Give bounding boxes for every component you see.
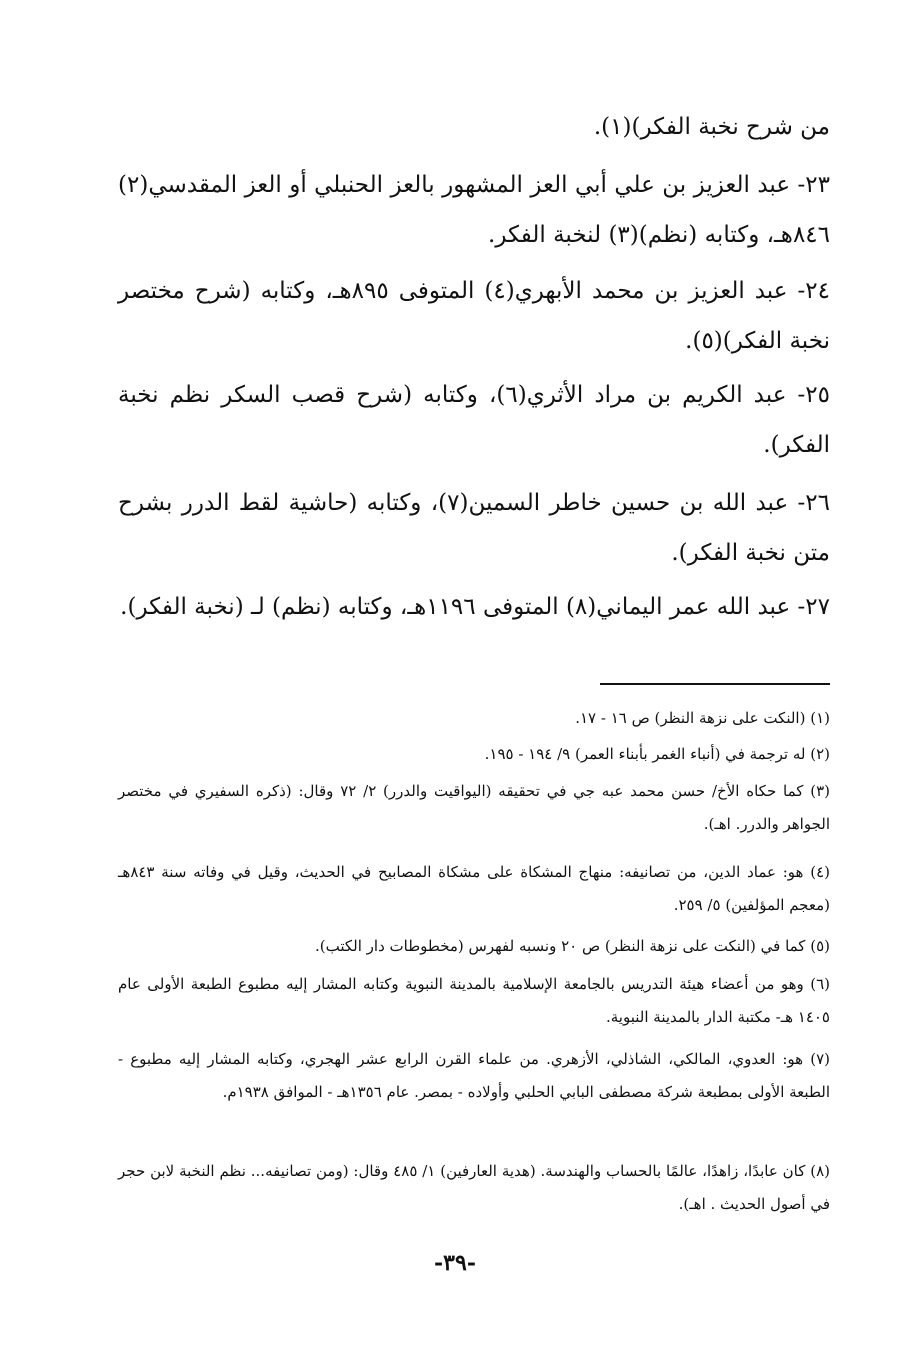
footnote-4: (٤) هو: عماد الدين، من تصانيفه: منهاج المشكاة على مشكاة المصابيح في الحديث، وقيل في وفاته سنة ٨٤٣هـ (معجم المؤلفين) ٥/ ٢٥٩. — [118, 863, 830, 914]
footnote-2: (٢) له ترجمة في (أنباء الغمر بأبناء العمر) ٩/ ١٩٤ - ١٩٥. — [484, 745, 830, 763]
footnote-3: (٣) كما حكاه الأخ/ حسن محمد عبه جي في تحقيقه (اليواقيت والدرر) ٢/ ٧٢ وقال: (ذكره السفيري في مختصر الجواهر والدرر. اهـ). — [118, 782, 830, 833]
footnote-1: (١) (النكت على نزهة النظر) ص ١٦ - ١٧. — [575, 709, 830, 727]
body-paragraph-continuation: من شرح نخبة الفكر)(١). — [593, 114, 830, 140]
body-paragraph-24: ٢٤- عبد العزيز بن محمد الأبهري(٤) المتوفى ٨٩٥هـ، وكتابه (شرح مختصر نخبة الفكر)(٥). — [118, 278, 830, 354]
body-paragraph-26: ٢٦- عبد الله بن حسين خاطر السمين(٧)، وكتابه (حاشية لقط الدرر بشرح متن نخبة الفكر). — [118, 490, 830, 566]
page-number: -٣٩- — [434, 1250, 476, 1276]
footnote-8: (٨) كان عابدًا، زاهدًا، عالمًا بالحساب والهندسة. (هدية العارفين) ١/ ٤٨٥ وقال: (ومن تصانيفه... نظم النخبة لابن حجر في أصول الحديث . اهـ). — [118, 1162, 831, 1213]
footnote-6: (٦) وهو من أعضاء هيئة التدريس بالجامعة الإسلامية بالمدينة النبوية وكتابه المشار إليه مطبوع الطبعة الأولى عام ١٤٠٥ هـ- مكتبة الدار بالمدينة النبوية. — [118, 975, 830, 1026]
body-paragraph-23: ٢٣- عبد العزيز بن علي أبي العز المشهور بالعز الحنبلي أو العز المقدسي(٢) ٨٤٦هـ، وكتابه (نظم)(٣) لنخبة الفكر. — [118, 172, 830, 248]
body-paragraph-27: ٢٧- عبد الله عمر اليماني(٨) المتوفى ١١٩٦هـ، وكتابه (نظم) لـ (نخبة الفكر). — [120, 594, 830, 620]
footnote-separator — [600, 683, 830, 685]
footnote-5: (٥) كما في (النكت على نزهة النظر) ص ٢٠ ونسبه لفهرس (مخطوطات دار الكتب). — [315, 937, 830, 955]
footnote-7: (٧) هو: العدوي، المالكي، الشاذلي، الأزهري. من علماء القرن الرابع عشر الهجري، وكتابه المشار إليه مطبوع - الطبعة الأولى بمطبعة شركة مصطفى البابي الحلبي وأولاده - بمصر. عام ١٣٥٦هـ - الموافق ١٩٣٨م. — [118, 1050, 830, 1101]
body-paragraph-25: ٢٥- عبد الكريم بن مراد الأثري(٦)، وكتابه (شرح قصب السكر نظم نخبة الفكر). — [118, 382, 830, 458]
